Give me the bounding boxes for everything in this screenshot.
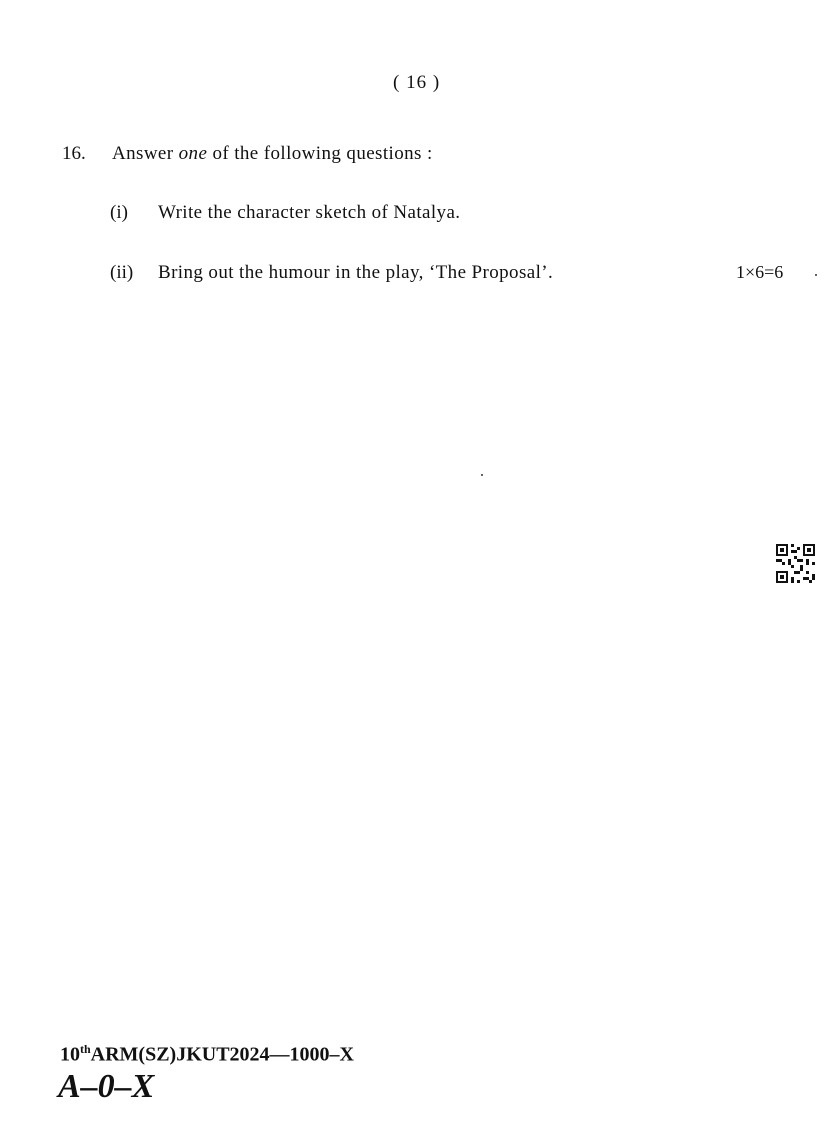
- question-prompt: [112, 143, 433, 165]
- question-prompt-end: of the following questions :: [207, 143, 433, 164]
- page-number: ( 16 ): [393, 72, 441, 93]
- question-number: 16.: [62, 143, 86, 164]
- option-2-label: (ii): [110, 262, 134, 283]
- qr-code-icon: [776, 544, 815, 583]
- question-prompt-emphasis: one: [178, 143, 208, 164]
- set-mark: A–0–X: [58, 1068, 155, 1105]
- option-2-text: Bring out the humour in the play, ‘The Proposal’.: [158, 262, 554, 283]
- option-1-text: Write the character sketch of Natalya.: [158, 202, 461, 223]
- paper-code: [60, 1042, 354, 1067]
- stray-dot: [481, 474, 483, 476]
- marks-allocation: 1×6=6: [736, 262, 784, 282]
- question-prompt-start: Answer: [112, 143, 179, 164]
- paper-code-grade: 10: [60, 1043, 80, 1066]
- paper-code-ordinal: th: [80, 1042, 91, 1056]
- paper-code-series: ARM(SZ)JKUT2024—1000–X: [90, 1043, 355, 1066]
- option-1-label: (i): [110, 202, 128, 223]
- stray-dot: [815, 274, 817, 276]
